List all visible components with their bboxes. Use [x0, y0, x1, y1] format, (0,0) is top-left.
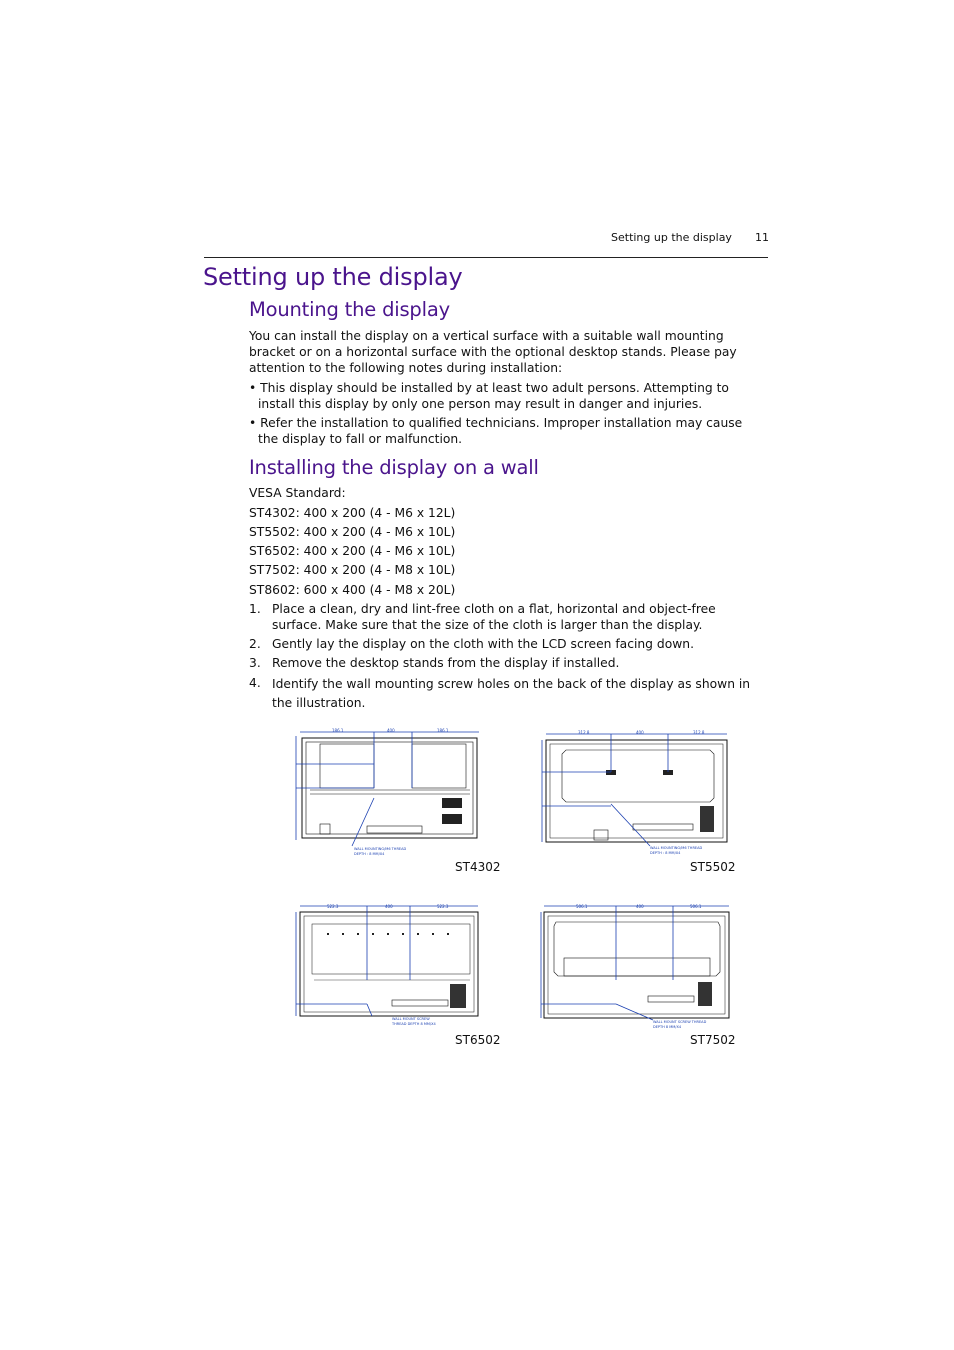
vesa-label: VESA Standard:	[249, 486, 346, 500]
dim-label: 522.3	[437, 904, 449, 909]
note-label: WALL MOUNT SCREW	[392, 1017, 430, 1021]
diagram-caption: ST6502	[455, 1033, 501, 1047]
dim-label: 400	[636, 730, 644, 735]
step-item	[249, 636, 764, 652]
dim-label: 312.8	[578, 730, 590, 735]
dim-label: 400	[636, 904, 644, 909]
diagram-st5502	[538, 728, 732, 858]
page-number: 11	[755, 231, 769, 244]
diagram-st6502	[292, 900, 482, 1032]
step-text: Remove the desktop stands from the display if installed.	[272, 656, 620, 670]
vesa-spec: ST5502: 400 x 200 (4 - M6 x 10L)	[249, 525, 456, 539]
section-heading-mounting: Mounting the display	[249, 298, 450, 321]
note-label: DEPTH : 8 MM/X4	[650, 851, 681, 855]
diagram-caption: ST7502	[690, 1033, 736, 1047]
header-rule	[204, 257, 768, 258]
step-item	[249, 675, 764, 713]
dim-label: 400	[387, 728, 395, 733]
bullet-item: • Refer the installation to qualified technicians. Improper installation may cause the display to fall or malfunction.	[249, 416, 743, 446]
note-label: WALL MOUNTING/M6 THREAD	[650, 846, 703, 850]
vesa-spec: ST7502: 400 x 200 (4 - M8 x 10L)	[249, 563, 456, 577]
dim-label: 506.1	[576, 904, 588, 909]
dim-label: 312.8	[693, 730, 705, 735]
step-text: Gently lay the display on the cloth with the LCD screen facing down.	[272, 637, 694, 651]
note-label: WALL MOUNT SCREW THREAD	[653, 1020, 707, 1024]
step-number: 3.	[249, 656, 261, 670]
bullet-item: • This display should be installed by at least two adult persons. Attempting to install this display by only one person may result in danger and injuries.	[249, 381, 729, 411]
diagram-st4302	[292, 728, 482, 860]
step-number: 4.	[249, 676, 261, 690]
step-text: Identify the wall mounting screw holes on the back of the display as shown in the illustration.	[272, 677, 751, 710]
step-item	[249, 601, 764, 633]
dim-label: 186.1	[437, 728, 449, 733]
display-outline	[546, 740, 727, 842]
vesa-spec: ST4302: 400 x 200 (4 - M6 x 12L)	[249, 506, 456, 520]
running-header: Setting up the display	[611, 231, 732, 244]
step-number: 2.	[249, 637, 261, 651]
note-label: THREAD DEPTH 8 MM/X4	[392, 1022, 436, 1026]
note-label: DEPTH : 8 MM/X4	[354, 852, 385, 856]
step-item	[249, 655, 764, 671]
vesa-spec: ST8602: 600 x 400 (4 - M8 x 20L)	[249, 583, 456, 597]
dim-label: 522.3	[327, 904, 339, 909]
step-text: Place a clean, dry and lint-free cloth on a flat, horizontal and object-free surface. Make sure that the size of the cloth is larger than the display.	[272, 602, 716, 632]
section-heading-wall: Installing the display on a wall	[249, 456, 539, 479]
dim-label: 506.1	[690, 904, 702, 909]
note-label: DEPTH 8 MM/X4	[653, 1025, 682, 1029]
vesa-spec: ST6502: 400 x 200 (4 - M6 x 10L)	[249, 544, 456, 558]
diagram-caption: ST4302	[455, 860, 501, 874]
page-title: Setting up the display	[203, 263, 463, 291]
note-label: WALL MOUNTING/M6 THREAD	[354, 847, 407, 851]
diagram-caption: ST5502	[690, 860, 736, 874]
step-number: 1.	[249, 602, 261, 616]
dim-label: 186.1	[332, 728, 344, 733]
dim-label: 400	[385, 904, 393, 909]
diagram-st7502	[538, 900, 734, 1032]
mounting-intro: You can install the display on a vertical surface with a suitable wall mounting bracket or on a horizontal surface with the optional desktop stands. Please pay attention to the following notes during installation:	[249, 329, 737, 375]
